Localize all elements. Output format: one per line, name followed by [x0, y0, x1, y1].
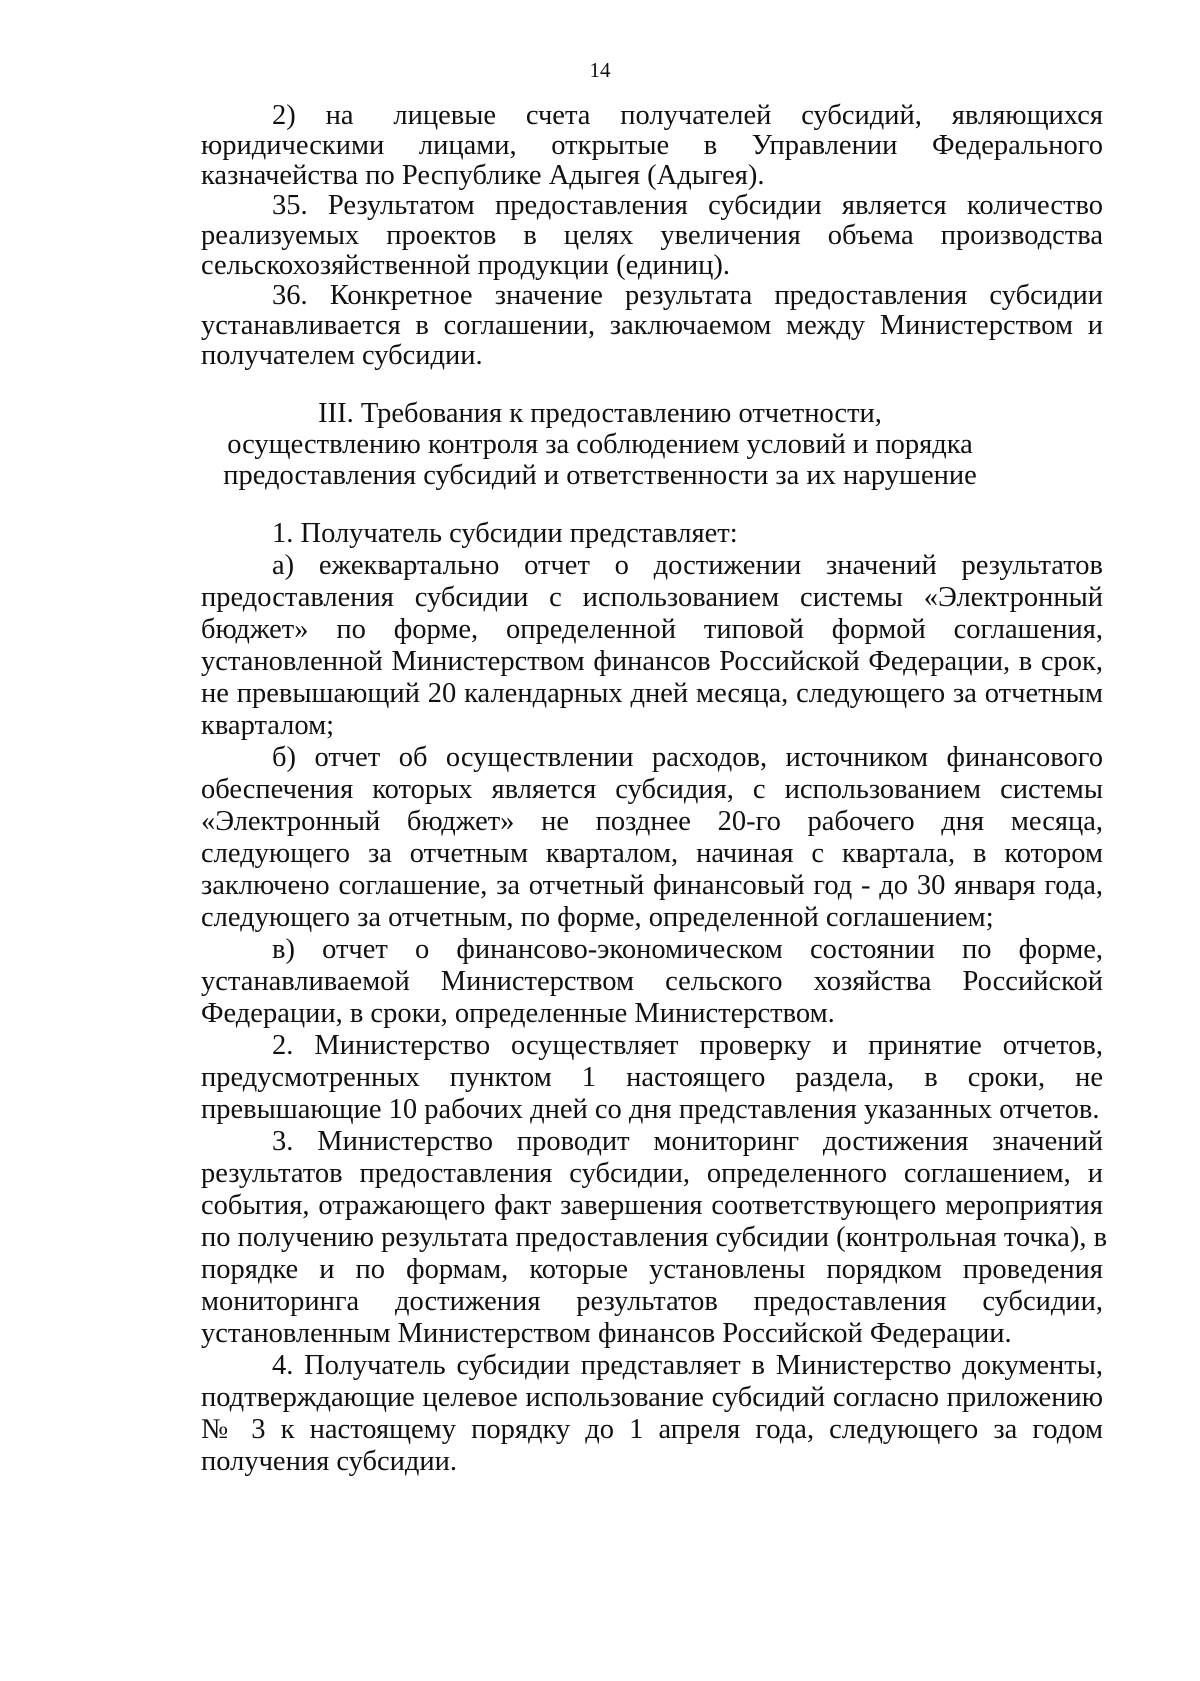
section-item-4-line-3: № 3 к настоящему порядку до 1 апреля года, следующего за годом [201, 1414, 1103, 1445]
item-v-line-3: Федерации, в сроки, определенные Министерством. [201, 998, 835, 1029]
paragraph-2-line-2: юридическими лицами, открытые в Управлении Федерального [201, 130, 1103, 161]
section-item-4-line-2: подтверждающие целевое использование субсидий согласно приложению [201, 1382, 1103, 1413]
item-b-line-3: «Электронный бюджет» не позднее 20-го рабочего дня месяца, [201, 806, 1103, 837]
item-v-line-1: в) отчет о финансово-экономическом состоянии по форме, [272, 934, 1103, 965]
paragraph-36-line-3: получателем субсидии. [201, 340, 483, 371]
section-item-3-line-3: события, отражающего факт завершения соответствующего мероприятия [201, 1190, 1103, 1221]
section-item-4-line-1: 4. Получатель субсидии представляет в Министерство документы, [272, 1350, 1103, 1381]
item-a-line-4: установленной Министерством финансов Российской Федерации, в срок, [201, 646, 1103, 677]
item-b-line-2: обеспечения которых является субсидия, с использованием системы [201, 774, 1103, 805]
item-a-line-1: а) ежеквартально отчет о достижении значений результатов [272, 550, 1103, 581]
section-item-2-line-3: превышающие 10 рабочих дней со дня представления указанных отчетов. [201, 1094, 1100, 1125]
item-a-line-3: бюджет» по форме, определенной типовой формой соглашения, [201, 614, 1103, 645]
item-a-line-6: кварталом; [201, 710, 335, 741]
paragraph-35-line-1: 35. Результатом предоставления субсидии является количество [272, 190, 1103, 221]
paragraph-35-line-2: реализуемых проектов в целях увеличения объема производства [201, 220, 1103, 251]
section-item-3-line-4: по получению результата предоставления субсидии (контрольная точка), в [201, 1222, 1108, 1253]
section-item-3-line-2: результатов предоставления субсидии, определенного соглашением, и [201, 1158, 1103, 1189]
section-item-2-line-2: предусмотренных пунктом 1 настоящего раздела, в сроки, не [201, 1062, 1103, 1093]
section-item-3-line-7: установленным Министерством финансов Российской Федерации. [201, 1318, 1012, 1349]
paragraph-2-line-3: казначейства по Республике Адыгея (Адыгея). [201, 160, 765, 191]
section-heading-line-3: предоставления субсидий и ответственности за их нарушение [223, 460, 977, 491]
paragraph-36-line-2: устанавливается в соглашении, заключаемом между Министерством и [201, 310, 1103, 341]
item-b-line-1: б) отчет об осуществлении расходов, источником финансового [272, 742, 1103, 773]
section-item-3-line-6: мониторинга достижения результатов предоставления субсидии, [201, 1286, 1103, 1317]
section-heading-line-1: III. Требования к предоставлению отчетности, [318, 398, 882, 429]
item-a-line-2: предоставления субсидии с использованием системы «Электронный [201, 582, 1103, 613]
item-b-line-4: следующего за отчетным кварталом, начиная с квартала, в котором [201, 838, 1103, 869]
page-number: 14 [589, 58, 611, 82]
section-heading-line-2: осуществлению контроля за соблюдением условий и порядка [227, 429, 973, 460]
section-item-3-line-1: 3. Министерство проводит мониторинг достижения значений [272, 1126, 1103, 1157]
paragraph-35-line-3: сельскохозяйственной продукции (единиц). [201, 250, 730, 281]
section-item-1: 1. Получатель субсидии представляет: [272, 518, 738, 549]
section-item-2-line-1: 2. Министерство осуществляет проверку и принятие отчетов, [272, 1030, 1103, 1061]
paragraph-36-line-1: 36. Конкретное значение результата предоставления субсидии [272, 280, 1103, 311]
item-v-line-2: устанавливаемой Министерством сельского хозяйства Российской [201, 966, 1103, 997]
item-b-line-5: заключено соглашение, за отчетный финансовый год - до 30 января года, [201, 870, 1103, 901]
section-item-3-line-5: порядке и по формам, которые установлены порядком проведения [201, 1254, 1103, 1285]
item-a-line-5: не превышающий 20 календарных дней месяца, следующего за отчетным [201, 678, 1103, 709]
paragraph-2-line-1: 2) на лицевые счета получателей субсидий, являющихся [272, 100, 1103, 131]
item-b-line-6: следующего за отчетным, по форме, определенной соглашением; [201, 902, 994, 933]
section-item-4-line-4: получения субсидии. [201, 1446, 457, 1477]
